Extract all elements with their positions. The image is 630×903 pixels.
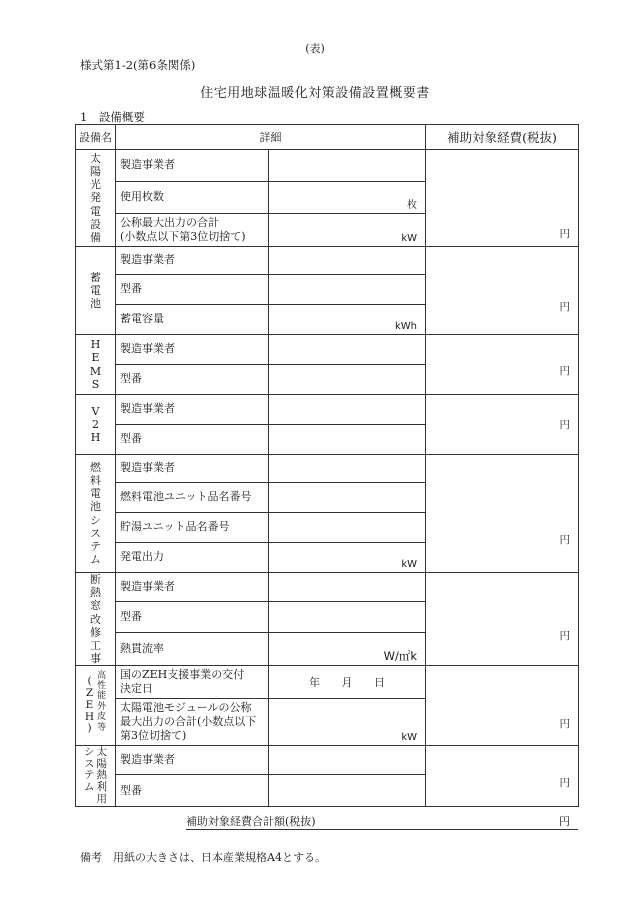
zeh-decision-date-label: 国のZEH支援事業の交付 決定日 (116, 666, 269, 699)
battery-model-label: 型番 (116, 275, 269, 305)
style-number: 様式第1-2(第6条関係) (80, 58, 196, 72)
fuel-cell-name: 燃 料 電 池 シ ス テ ム (76, 455, 116, 573)
panel-count-unit: 枚 (407, 200, 417, 211)
document-title: 住宅用地球温暖化対策設備設置概要書 (200, 86, 430, 101)
table-row (76, 455, 579, 483)
solar-pv-name: 太 陽 光 発 電 設 備 (76, 150, 116, 247)
solar-pv-count-field[interactable] (269, 182, 426, 214)
battery-capacity-field[interactable] (269, 305, 426, 335)
kw-unit: kW (401, 559, 417, 570)
v2h-model-label: 型番 (116, 425, 269, 455)
yen-unit: 円 (559, 365, 570, 377)
fuel-cell-unit-label: 燃料電池ユニット品名番号 (116, 483, 269, 513)
solar-pv-count-label: 使用枚数 (116, 182, 269, 214)
yen-unit: 円 (559, 777, 570, 790)
kwh-unit: kWh (394, 321, 417, 332)
table-header-row (76, 125, 579, 150)
yen-unit: 円 (559, 534, 570, 546)
solar-thermal-maker-field[interactable] (269, 746, 426, 775)
header-detail: 詳細 (116, 125, 426, 150)
fuel-cell-output-field[interactable] (269, 543, 426, 573)
solar-thermal-model-field[interactable] (269, 775, 426, 807)
v2h-maker-label: 製造事業者 (116, 395, 269, 425)
fuel-cell-output-label: 発電出力 (116, 543, 269, 573)
v2h-name: V 2 H (76, 395, 116, 455)
header-equipment-name: 設備名 (76, 125, 116, 150)
equipment-summary-table (75, 124, 579, 807)
solar-pv-maker-field[interactable] (269, 150, 426, 182)
battery-maker-label: 製造事業者 (116, 247, 269, 275)
fuel-cell-unit-field[interactable] (269, 483, 426, 513)
date-day: 日 (374, 676, 385, 690)
date-year: 年 (309, 676, 320, 690)
solar-thermal-name-col1: シ ス テ ム (84, 745, 95, 794)
hems-maker-label: 製造事業者 (116, 335, 269, 365)
total-underline (186, 829, 578, 830)
total-cost-label: 補助対象経費合計額(税抜) (186, 815, 316, 828)
header-subsidy-cost: 補助対象経費(税抜) (426, 125, 579, 150)
zeh-name-sub: 高 性 能 外 皮 等 (97, 670, 107, 733)
battery-model-field[interactable] (269, 275, 426, 305)
fuel-cell-maker-label: 製造事業者 (116, 455, 269, 483)
table-row (76, 395, 579, 425)
solar-pv-output-label: 公称最大出力の合計 (小数点以下第3位切捨て) (116, 214, 269, 247)
window-heat-flow-field[interactable] (269, 633, 426, 666)
solar-thermal-model-label: 型番 (116, 775, 269, 807)
window-maker-field[interactable] (269, 573, 426, 602)
fuel-cell-cost-field[interactable] (426, 455, 579, 573)
table-row (76, 746, 579, 775)
window-maker-label: 製造事業者 (116, 573, 269, 602)
zeh-pv-output-field[interactable] (269, 699, 426, 746)
zeh-pv-output-label: 太陽電池モジュールの公称 最大出力の合計(小数点以下 第3位切捨て) (116, 699, 269, 746)
battery-name: 蓄 電 池 (76, 247, 116, 335)
hems-model-field[interactable] (269, 365, 426, 395)
v2h-maker-field[interactable] (269, 395, 426, 425)
yen-unit: 円 (559, 228, 570, 240)
hems-cost-field[interactable] (426, 335, 579, 395)
hems-model-label: 型番 (116, 365, 269, 395)
solar-thermal-maker-label: 製造事業者 (116, 746, 269, 775)
solar-pv-output-field[interactable] (269, 214, 426, 247)
fuel-cell-tank-field[interactable] (269, 513, 426, 543)
battery-maker-field[interactable] (269, 247, 426, 275)
window-renovation-name: 断 熱 窓 改 修 工 事 (76, 573, 116, 666)
yen-unit: 円 (559, 419, 570, 431)
zeh-cost-field[interactable] (426, 666, 579, 746)
table-row (76, 335, 579, 365)
v2h-cost-field[interactable] (426, 395, 579, 455)
table-row (76, 150, 579, 182)
table-row (76, 573, 579, 602)
fuel-cell-maker-field[interactable] (269, 455, 426, 483)
solar-thermal-name-col2: 太 陽 熱 利 用 (96, 745, 107, 805)
zeh-name-main: ( Z E H ) (84, 675, 95, 735)
hems-maker-field[interactable] (269, 335, 426, 365)
solar-thermal-cost-field[interactable] (426, 746, 579, 807)
window-heat-flow-label: 熱貫流率 (116, 633, 269, 666)
zeh-decision-date-field[interactable] (269, 666, 426, 699)
v2h-model-field[interactable] (269, 425, 426, 455)
kw-unit: kW (401, 233, 417, 244)
window-cost-field[interactable] (426, 573, 579, 666)
window-model-field[interactable] (269, 602, 426, 633)
fuel-cell-tank-label: 貯湯ユニット品名番号 (116, 513, 269, 543)
solar-pv-cost-field[interactable] (426, 150, 579, 247)
table-row (76, 247, 579, 275)
remarks-note: 備考 用紙の大きさは、日本産業規格A4とする。 (80, 851, 326, 864)
yen-unit: 円 (559, 718, 570, 731)
yen-unit: 円 (559, 630, 570, 642)
solar-thermal-name (76, 746, 116, 807)
omote-label: (表) (305, 42, 325, 55)
battery-cost-field[interactable] (426, 247, 579, 335)
hems-name: H E M S (76, 335, 116, 395)
solar-pv-maker-label: 製造事業者 (116, 150, 269, 182)
heat-flow-unit: W/㎡k (383, 649, 417, 664)
total-yen-unit: 円 (559, 815, 570, 828)
zeh-name (76, 666, 116, 746)
kw-unit: kW (401, 732, 417, 744)
section-title: 1 設備概要 (80, 110, 145, 124)
window-model-label: 型番 (116, 602, 269, 633)
battery-capacity-label: 蓄電容量 (116, 305, 269, 335)
date-month: 月 (341, 676, 353, 690)
table-row (76, 666, 579, 699)
yen-unit: 円 (559, 301, 570, 313)
